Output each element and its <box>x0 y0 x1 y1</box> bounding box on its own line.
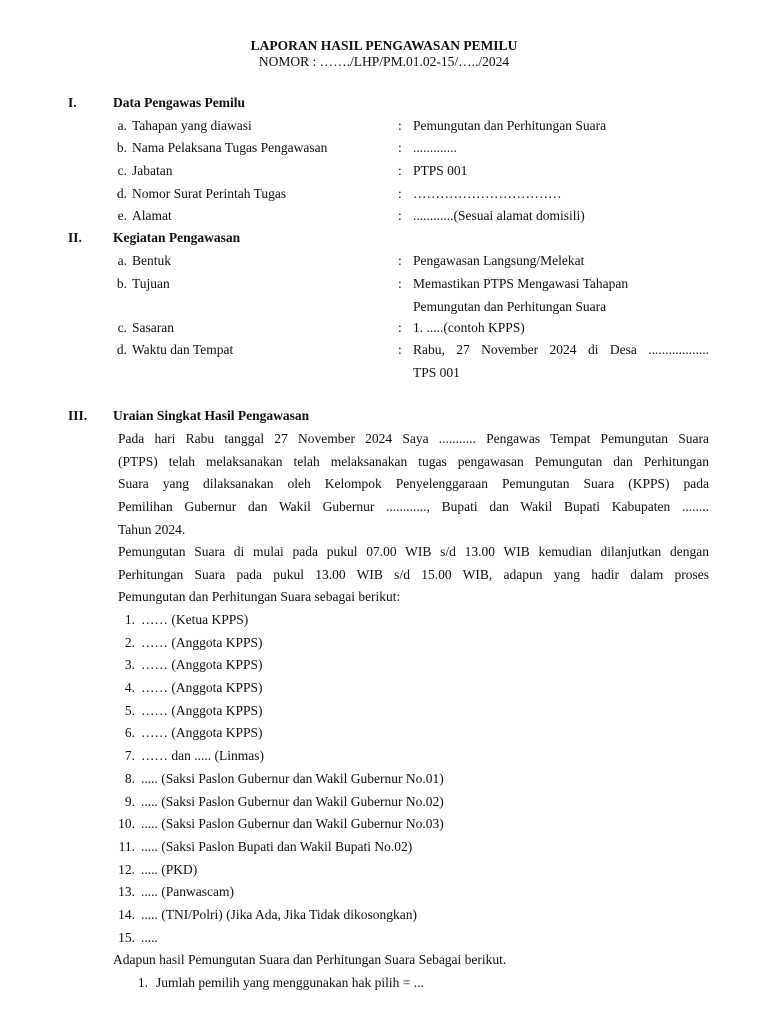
list-number: 14. <box>118 907 135 922</box>
list-number: 6. <box>124 725 135 740</box>
list-item <box>113 725 263 741</box>
item-letter: b. <box>116 276 127 291</box>
item-value: 1. .....(contoh KPPS) <box>413 320 525 335</box>
item-colon: : <box>398 342 402 357</box>
list-text: …… (Anggota KPPS) <box>141 680 263 695</box>
list-text: ..... <box>141 930 158 945</box>
list-number: 3. <box>124 657 135 672</box>
document-number: NOMOR : ……./LHP/PM.01.02-15/…../2024 <box>258 54 510 69</box>
item-value: …………………………… <box>413 186 562 201</box>
paragraph-line: Suara yang dilaksanakan oleh Kelompok Penyelenggaraan Pemungutan Suara (KPPS) pada <box>118 476 709 492</box>
item-colon: : <box>398 276 402 291</box>
item-value-continued: TPS 001 <box>413 365 460 380</box>
list-text: ..... (Panwascam) <box>141 884 234 899</box>
item-colon: : <box>398 118 402 133</box>
list-text: …… dan ..... (Linmas) <box>141 748 264 763</box>
results-intro: Adapun hasil Pemungutan Suara dan Perhitungan Suara Sebagai berikut. <box>113 952 507 967</box>
list-number: 13. <box>118 884 135 899</box>
list-item <box>113 612 248 628</box>
list-text: ..... (Saksi Paslon Gubernur dan Wakil Gubernur No.03) <box>141 816 444 831</box>
item-value: Memastikan PTPS Mengawasi Tahapan <box>413 276 629 291</box>
paragraph-2 <box>118 541 709 609</box>
paragraph-line: (PTPS) telah melaksanakan telah melaksanakan tugas pengawasan Pemungutan dan Perhitungan <box>118 453 709 469</box>
list-number: 8. <box>124 771 135 786</box>
list-text: …… (Anggota KPPS) <box>141 703 263 718</box>
list-number: 4. <box>124 680 135 695</box>
item-colon: : <box>398 253 402 268</box>
list-text: …… (Anggota KPPS) <box>141 725 263 740</box>
item-letter: d. <box>116 186 127 201</box>
section-number: III. <box>68 408 88 423</box>
item-letter: c. <box>117 163 127 178</box>
list-number: 1. <box>124 612 135 627</box>
item-label: Nama Pelaksana Tugas Pengawasan <box>132 140 328 155</box>
item-colon: : <box>398 163 402 178</box>
list-item <box>113 635 263 651</box>
list-item <box>113 680 263 696</box>
list-item <box>113 930 158 946</box>
list-number: 11. <box>118 839 135 854</box>
item-label: Nomor Surat Perintah Tugas <box>132 186 287 201</box>
item-letter: a. <box>117 253 127 268</box>
item-value: ............(Sesuai alamat domisili) <box>413 208 585 223</box>
item-letter: b. <box>116 140 127 155</box>
list-text: ..... (Saksi Paslon Gubernur dan Wakil Gubernur No.02) <box>141 794 444 809</box>
item-label: Sasaran <box>132 320 174 335</box>
list-item <box>113 862 197 878</box>
list-number: 15. <box>118 930 135 945</box>
list-number: 5. <box>124 703 135 718</box>
paragraph-line: Pada hari Rabu tanggal 27 November 2024 Saya ........... Pengawas Tempat Pemungutan Suara <box>118 431 709 446</box>
item-value: Rabu, 27 November 2024 di Desa .................. <box>413 342 709 357</box>
item-value: Pengawasan Langsung/Melekat <box>413 253 585 268</box>
result-item <box>132 975 424 991</box>
list-text: …… (Anggota KPPS) <box>141 657 263 672</box>
list-item <box>113 703 263 719</box>
list-item <box>113 816 444 832</box>
item-value: ............. <box>413 140 457 155</box>
list-text: …… (Ketua KPPS) <box>141 612 249 627</box>
item-value: PTPS 001 <box>413 163 468 178</box>
list-text: ..... (TNI/Polri) (Jika Ada, Jika Tidak dikosongkan) <box>141 907 417 922</box>
result-text: Jumlah pemilih yang menggunakan hak pilih = ... <box>156 975 424 990</box>
list-text: …… (Anggota KPPS) <box>141 635 263 650</box>
list-text: ..... (Saksi Paslon Gubernur dan Wakil Gubernur No.01) <box>141 771 444 786</box>
paragraph-line: Pemungutan Suara di mulai pada pukul 07.00 WIB s/d 13.00 WIB kemudian dilanjutkan dengan <box>118 544 709 559</box>
list-item <box>113 907 417 923</box>
list-item <box>113 794 444 810</box>
list-item <box>113 657 263 673</box>
item-value: Pemungutan dan Perhitungan Suara <box>413 118 607 133</box>
paragraph-line: Perhitungan Suara pada pukul 13.00 WIB s/d 15.00 WIB, adapun yang hadir dalam proses <box>118 566 709 582</box>
paragraph-line: Pemilihan Gubernur dan Wakil Gubernur ............, Bupati dan Wakil Bupati Kabupaten ........ <box>118 499 709 515</box>
item-label: Bentuk <box>132 253 171 268</box>
list-number: 7. <box>124 748 135 763</box>
section-title: Uraian Singkat Hasil Pengawasan <box>113 408 310 423</box>
item-letter: e. <box>117 208 127 223</box>
item-letter: d. <box>116 342 127 357</box>
section-title: Data Pengawas Pemilu <box>113 95 245 110</box>
item-letter: c. <box>117 320 127 335</box>
list-text: ..... (PKD) <box>141 862 198 877</box>
item-label: Alamat <box>132 208 172 223</box>
list-number: 12. <box>118 862 135 877</box>
list-item <box>113 884 234 900</box>
item-colon: : <box>398 320 402 335</box>
item-colon: : <box>398 208 402 223</box>
list-number: 10. <box>118 816 135 831</box>
list-number: 9. <box>124 794 135 809</box>
list-text: ..... (Saksi Paslon Bupati dan Wakil Bupati No.02) <box>141 839 413 854</box>
item-label: Tahapan yang diawasi <box>132 118 252 133</box>
item-label: Waktu dan Tempat <box>132 342 234 357</box>
section-title: Kegiatan Pengawasan <box>113 230 241 245</box>
document-title: LAPORAN HASIL PENGAWASAN PEMILU <box>250 38 518 53</box>
list-item <box>113 748 264 764</box>
item-letter: a. <box>117 118 127 133</box>
list-item <box>113 771 444 787</box>
paragraph-line: Tahun 2024. <box>118 521 186 537</box>
item-colon: : <box>398 186 402 201</box>
section-number: I. <box>68 95 77 110</box>
paragraph-line: Pemungutan dan Perhitungan Suara sebagai berikut: <box>118 589 401 605</box>
item-colon: : <box>398 140 402 155</box>
list-item <box>113 839 412 855</box>
item-label: Tujuan <box>132 276 170 291</box>
item-label: Jabatan <box>132 163 173 178</box>
paragraph-1 <box>118 428 709 542</box>
result-number: 1. <box>137 975 148 990</box>
list-number: 2. <box>124 635 135 650</box>
item-value-continued: Pemungutan dan Perhitungan Suara <box>413 299 607 314</box>
section-number: II. <box>68 230 82 245</box>
